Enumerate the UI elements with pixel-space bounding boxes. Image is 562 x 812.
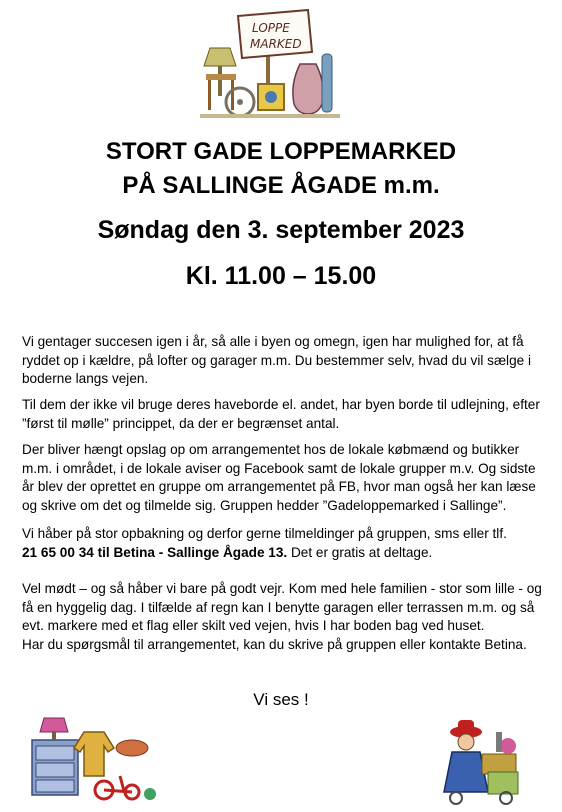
- questions-text: Har du spørgsmål til arrangementet, kan du skrive på gruppen eller kontakte Betina.: [22, 636, 527, 652]
- signup-paragraph: [22, 525, 544, 562]
- title-line-1: STORT GADE LOPPEMARKED: [105, 138, 457, 165]
- flea-market-clipart: [200, 4, 340, 122]
- promotion-paragraph: Der bliver hængt opslag op om arrangementet hos de lokale købmænd og butikker m.m. i området, i de lokale aviser og Facebook samt de lokale grupper m.v. Og sidste år blev der oprettet en gruppe om arrangementet på FB, hvor man også her kan læse og skrive om det og tilmelde sig. Gruppen hedder ”Gadeloppemarked i Sallinge”.: [22, 442, 536, 513]
- tables-paragraph: Til dem der ikke vil bruge deres haveborde el. andet, har byen borde til udlejning, efter ”først til mølle” princippet, da der er begrænset antal.: [22, 397, 540, 431]
- event-date: Søndag den 3. september 2023: [97, 216, 465, 244]
- svg-text:LOPPE: LOPPE: [252, 21, 290, 35]
- dresser-clipart: [28, 710, 160, 805]
- title-line-2: PÅ SALLINGE ÅGADE m.m.: [122, 172, 440, 199]
- contact-info: 21 65 00 34 til Betina - Sallinge Ågade 13.: [22, 544, 288, 560]
- closing-paragraph: [22, 580, 544, 654]
- person-clipart: [436, 712, 528, 807]
- event-time: Kl. 11.00 – 15.00: [185, 262, 377, 290]
- intro-paragraph: Vi gentager succesen igen i år, så alle i byen og omegn, igen har mulighed for, at få ryddet op i kældre, på lofter og garager m.m. Du bestemmer selv, hvad du vil sælge i boderne langs vejen.: [22, 334, 531, 387]
- free-note: Det er gratis at deltage.: [287, 544, 433, 560]
- signoff: Vi ses !: [253, 690, 309, 709]
- svg-text:MARKED: MARKED: [250, 37, 302, 51]
- signup-text: Vi håber på stor opbakning og derfor gerne tilmeldinger på gruppen, sms eller tlf.: [22, 526, 507, 541]
- closing-text: Vel mødt – og så håber vi bare på godt vejr. Kom med hele familien - stor som lille - og få en hyggelig dag. I tilfælde af regn kan I benytte garagen eller terrassen m.m. og så evt. markere med et flag eller skilt ved vejen, hvis I har boden bag ved huset.: [22, 581, 542, 634]
